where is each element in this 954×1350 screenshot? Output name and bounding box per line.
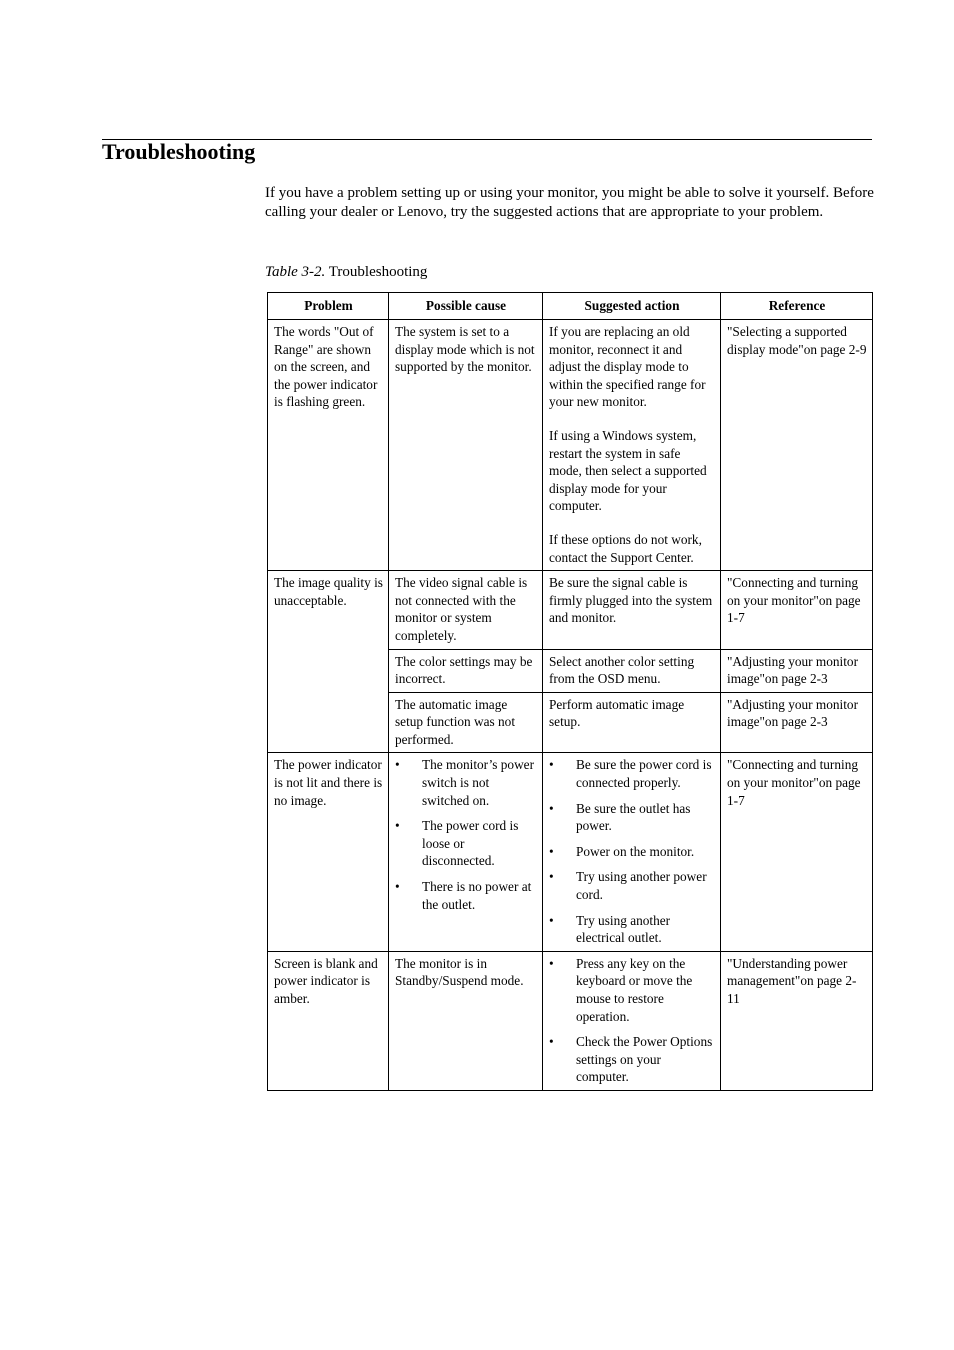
bullet-icon: • [549, 912, 554, 928]
table-row [268, 320, 873, 571]
cause-cell: The monitor is in Standby/Suspend mode. [389, 951, 543, 1090]
bullet-icon: • [549, 843, 554, 859]
list-item [549, 912, 715, 947]
header-problem: Problem [268, 293, 389, 320]
list-item-text: Try using another electrical outlet. [576, 912, 671, 946]
action-cell: Perform automatic image setup. [543, 692, 721, 753]
list-item [549, 868, 715, 903]
cause-cell: The automatic image setup function was not performed. [389, 692, 543, 753]
table-caption [265, 263, 427, 281]
list-item-text: The power cord is loose or disconnected. [422, 818, 519, 869]
list-item [549, 1033, 715, 1086]
list-item-text: Be sure the power cord is connected properly. [576, 757, 712, 791]
reference-cell: "Adjusting your monitor image"on page 2-3 [721, 692, 873, 753]
bullet-icon: • [549, 800, 554, 816]
action-paragraph: If using a Windows system, restart the system in safe mode, then select a supported display mode for your computer. [549, 427, 707, 514]
list-item [549, 843, 715, 861]
action-paragraph: If you are replacing an old monitor, reconnect it and adjust the display mode to within the specified range for your new monitor. [549, 324, 706, 410]
bullet-icon: • [549, 757, 554, 773]
reference-cell: "Adjusting your monitor image"on page 2-3 [721, 649, 873, 692]
list-item [549, 756, 715, 791]
bullet-icon: • [549, 1034, 554, 1050]
problem-cell: The words "Out of Range" are shown on the screen, and the power indicator is flashing green. [268, 320, 389, 571]
bullet-icon: • [549, 955, 554, 971]
list-item [395, 817, 537, 870]
action-list [549, 756, 715, 946]
bullet-icon: • [395, 879, 400, 895]
intro-paragraph: If you have a problem setting up or using your monitor, you might be able to solve it yourself. Before calling your dealer or Lenovo, try the suggested actions that are appropriate to your problem. [265, 185, 874, 220]
header-reference: Reference [721, 293, 873, 320]
reference-cell: "Connecting and turning on your monitor"on page 1-7 [721, 753, 873, 951]
problem-cell: The power indicator is not lit and there is no image. [268, 753, 389, 951]
bullet-icon: • [395, 818, 400, 834]
header-suggested-action: Suggested action [543, 293, 721, 320]
problem-cell: The image quality is unacceptable. [268, 571, 389, 753]
reference-cell: "Understanding power management"on page 2-11 [721, 951, 873, 1090]
cause-cell: The color settings may be incorrect. [389, 649, 543, 692]
list-item [549, 955, 715, 1025]
action-cell: Be sure the signal cable is firmly plugged into the system and monitor. [543, 571, 721, 649]
cause-list [395, 756, 537, 913]
troubleshooting-table [267, 292, 873, 1091]
section-title: Troubleshooting [102, 139, 256, 164]
table-caption-title: Troubleshooting [328, 264, 428, 280]
table-header-row [268, 293, 873, 320]
table-row [268, 753, 873, 951]
header-possible-cause: Possible cause [389, 293, 543, 320]
list-item [549, 800, 715, 835]
action-cell [543, 951, 721, 1090]
list-item-text: There is no power at the outlet. [422, 879, 532, 912]
bullet-icon: • [549, 869, 554, 885]
reference-cell: "Selecting a supported display mode"on page 2-9 [721, 320, 873, 571]
action-cell: Select another color setting from the OSD menu. [543, 649, 721, 692]
cause-cell: The video signal cable is not connected with the monitor or system completely. [389, 571, 543, 649]
problem-cell: Screen is blank and power indicator is amber. [268, 951, 389, 1090]
table-row [268, 571, 873, 649]
action-paragraph: If these options do not work, contact the Support Center. [549, 531, 702, 565]
cause-cell: The system is set to a display mode which is not supported by the monitor. [389, 320, 543, 571]
reference-cell: "Connecting and turning on your monitor"on page 1-7 [721, 571, 873, 649]
action-list [549, 955, 715, 1086]
bullet-icon: • [395, 757, 400, 773]
list-item-text: Power on the monitor. [576, 843, 695, 859]
action-cell [543, 320, 721, 571]
list-item-text: The monitor’s power switch is not switched on. [422, 757, 535, 808]
list-item-text: Check the Power Options settings on your computer. [576, 1034, 713, 1085]
action-cell [543, 753, 721, 951]
list-item-text: Try using another power cord. [576, 869, 707, 903]
table-row [268, 951, 873, 1090]
list-item-text: Press any key on the keyboard or move the mouse to restore operation. [576, 955, 693, 1024]
table-caption-number: Table 3-2. [265, 264, 326, 280]
list-item [395, 878, 537, 913]
list-item-text: Be sure the outlet has power. [576, 800, 691, 834]
cause-cell [389, 753, 543, 951]
list-item [395, 756, 537, 809]
